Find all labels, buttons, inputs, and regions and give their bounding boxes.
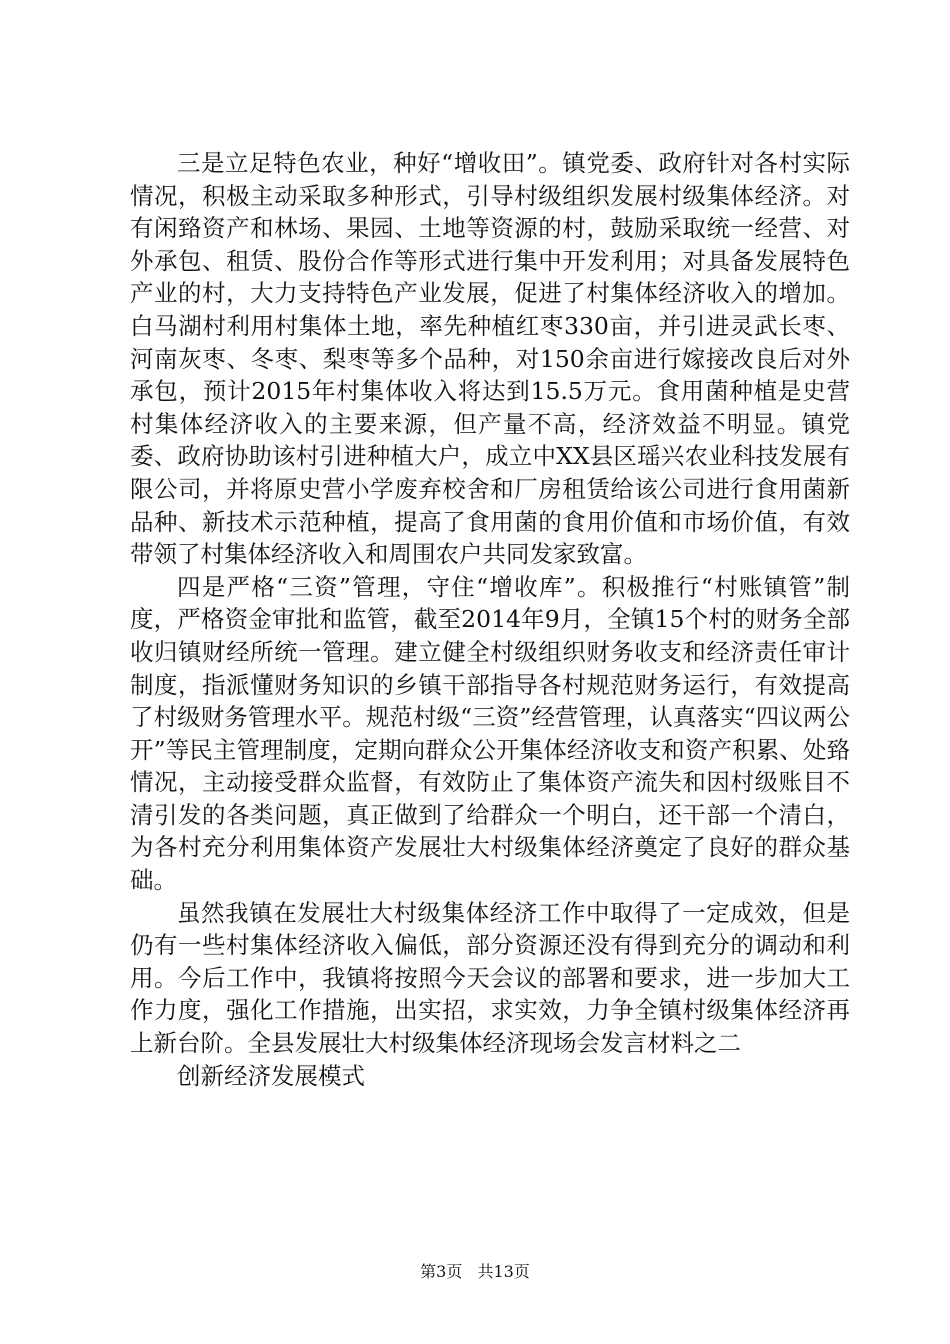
paragraph-specialty-agriculture: 三是立足特色农业，种好“增收田”。镇党委、政府针对各村实际情况，积极主动采取多种形式，引导村级组织发展村级集体经济。对有闲臵资产和林场、果园、土地等资源的村，鼓励采取统一经营、对外承包、租赁、股份合作等形式进行集中开发利用；对具备发展特色产业的村，大力支持特色产业发展，促进了村集体经济收入的增加。白马湖村利用村集体土地，率先种植红枣330亩，并引进灵武长枣、河南灰枣、冬枣、梨枣等多个品种，对150余亩进行嫁接改良后对外承包，预计2015年村集体收入将达到15.5万元。食用菌种植是史营村集体经济收入的主要来源，但产量不高，经济效益不明显。镇党委、政府协助该村引进种植大户，成立中XX县区瑶兴农业科技发展有限公司，并将原史营小学废弃校舍和厂房租赁给该公司进行食用菌新品种、新技术示范种植，提高了食用菌的食用价值和市场价值，有效带领了村集体经济收入和周围农户共同发家致富。 (130, 149, 850, 569)
document-body (130, 147, 850, 1092)
page-footer (0, 1262, 950, 1282)
page-number-current: 第3页 (420, 1262, 463, 1281)
paragraph-three-assets-management: 四是严格“三资”管理，守住“增收库”。积极推行“村账镇管”制度，严格资金审批和监管，截至2014年9月，全镇15个村的财务全部收归镇财经所统一管理。建立健全村级组织财务收支和经济责任审计制度，指派懂财务知识的乡镇干部指导各村规范财务运行，有效提高了村级财务管理水平。规范村级“三资”经营管理，认真落实“四议两公开”等民主管理制度，定期向群众公开集体经济收支和资产积累、处臵情况，主动接受群众监督，有效防止了集体资产流失和因村级账目不清引发的各类问题，真正做到了给群众一个明白，还干部一个清白，为各村充分利用集体资产发展壮大村级集体经济奠定了良好的群众基础。 (130, 572, 850, 895)
paragraph-summary: 虽然我镇在发展壮大村级集体经济工作中取得了一定成效，但是仍有一些村集体经济收入偏低，部分资源还没有得到充分的调动和利用。今后工作中，我镇将按照今天会议的部署和要求，进一步加大工作力度，强化工作措施，出实招，求实效，力争全镇村级集体经济再上新台阶。全县发展壮大村级集体经济现场会发言材料之二 (130, 898, 850, 1058)
page-number-total: 共13页 (477, 1262, 530, 1281)
paragraph-section-heading: 创新经济发展模式 (177, 1061, 365, 1090)
